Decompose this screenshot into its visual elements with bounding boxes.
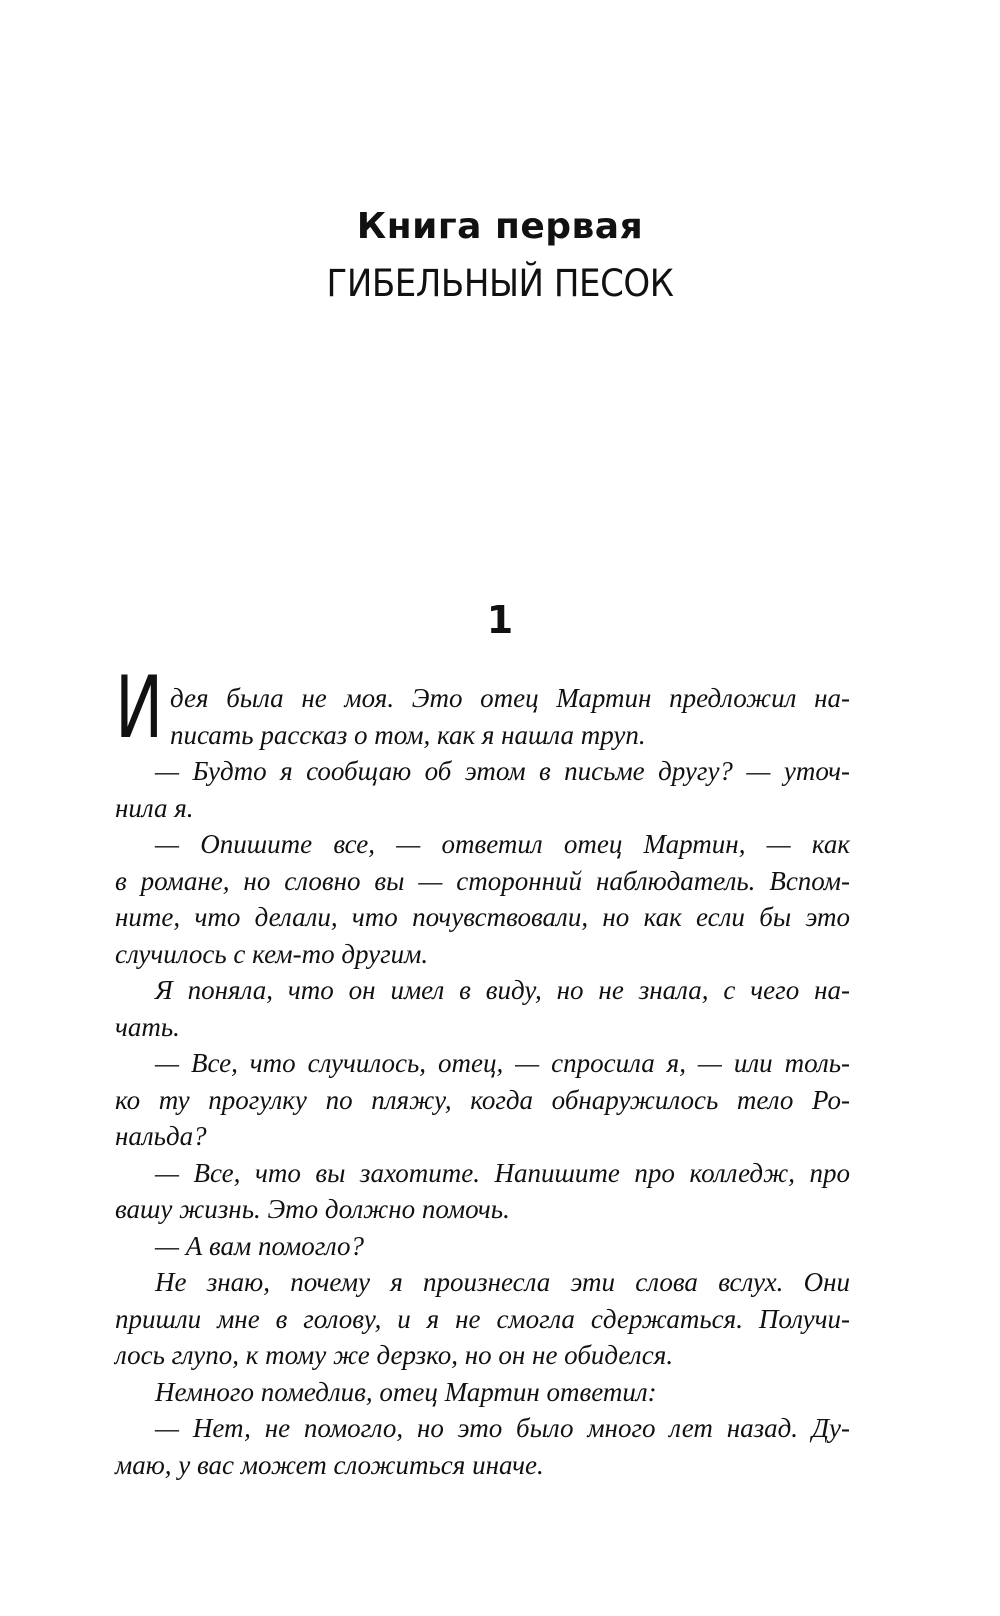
text-line: — Опишите все, — ответил отец Мартин, — как — [155, 829, 850, 859]
text-line: дея была не моя. Это отец Мартин предложил на- — [170, 683, 850, 713]
text-line: нальда? — [115, 1121, 207, 1151]
text-line: чать. — [115, 1011, 180, 1042]
text-line: — Все, что случилось, отец, — спросила я, — или толь- — [155, 1048, 850, 1078]
text-line: — Будто я сообщаю об этом в письме другу? — уточ- — [155, 756, 850, 786]
drop-cap: И — [115, 658, 164, 758]
text-line: пришли мне в голову, и я не смогла сдержаться. Получи- — [115, 1303, 850, 1334]
text-line: в романе, но словно вы — сторонний наблюдатель. Вспом- — [115, 865, 850, 896]
text-line: нила я. — [115, 792, 194, 823]
text-line: случилось с кем-то другим. — [115, 938, 429, 969]
text-line: — А вам помогло? — [155, 1230, 364, 1261]
book-title: Книга первая — [356, 206, 644, 247]
text-line: Не знаю, почему я произнесла эти слова вслух. Они — [155, 1267, 850, 1297]
text-line: писать рассказ о том, как я нашла труп. — [170, 719, 646, 750]
text-line: Немного помедлив, отец Мартин ответил: — [155, 1376, 657, 1407]
text-line: ко ту прогулку по пляжу, когда обнаружилось тело Ро- — [115, 1084, 850, 1115]
text-line: Я поняла, что он имел в виду, но не знала, с чего на- — [155, 975, 850, 1005]
text-line: вашу жизнь. Это должно помочь. — [115, 1194, 510, 1224]
book-subtitle: ГИБЕЛЬНЫЙ ПЕСОК — [326, 262, 674, 305]
text-line: — Нет, не помогло, но это было много лет назад. Ду- — [155, 1413, 850, 1443]
text-line: — Все, что вы захотите. Напишите про колледж, про — [155, 1157, 850, 1188]
body-text — [115, 680, 850, 1483]
text-line: ните, что делали, что почувствовали, но как если бы это — [115, 902, 850, 932]
chapter-number: 1 — [486, 598, 514, 642]
text-line: маю, у вас может сложиться иначе. — [115, 1449, 544, 1480]
text-line: лось глупо, к тому же дерзко, но он не обиделся. — [115, 1340, 674, 1370]
